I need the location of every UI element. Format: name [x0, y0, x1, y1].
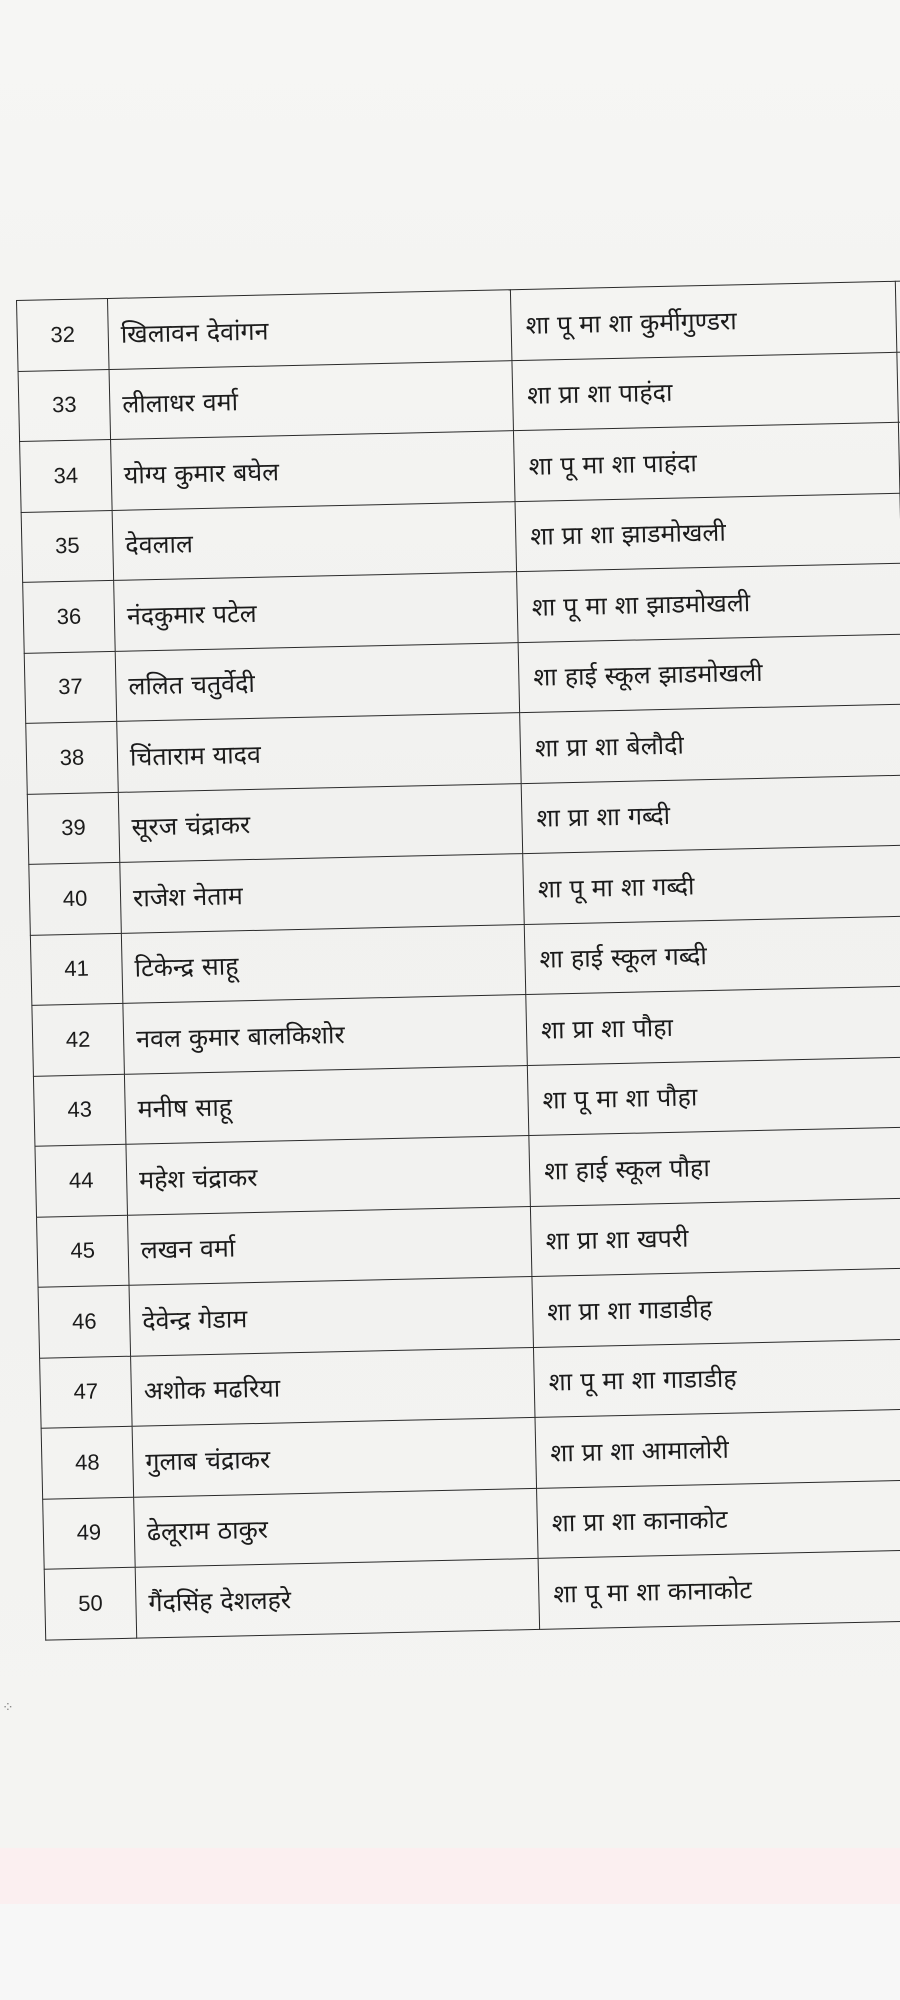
person-name: देवेन्द्र गेडाम — [129, 1276, 533, 1355]
school-name: शा प्रा शा गब्दी — [521, 775, 900, 854]
person-name: गैंदसिंह देशलहरे — [135, 1558, 539, 1637]
school-name: शा पू मा शा कुर्मीगुण्डरा — [510, 281, 896, 360]
person-name: ढेलूराम ठाकुर — [134, 1488, 538, 1567]
serial-number: 45 — [37, 1215, 130, 1287]
serial-number: 46 — [38, 1285, 131, 1357]
serial-number: 33 — [18, 369, 111, 441]
roster-body — [17, 280, 900, 1639]
person-name: लीलाधर वर्मा — [109, 360, 513, 439]
person-name: गुलाब चंद्राकर — [132, 1417, 536, 1496]
person-name: मनीष साहू — [124, 1065, 528, 1144]
serial-number: 43 — [33, 1074, 126, 1146]
school-name: शा पू मा शा गब्दी — [523, 845, 900, 924]
person-name: खिलावन देवांगन — [107, 290, 511, 369]
school-name: शा प्रा शा बेलौदी — [520, 704, 900, 783]
serial-number: 42 — [32, 1003, 125, 1075]
table-sheet — [16, 280, 900, 1640]
school-name: शा प्रा शा आमालोरी — [535, 1409, 900, 1488]
school-name: शा हाई स्कूल झाडमोखली — [518, 634, 900, 713]
person-name: योग्य कुमार बघेल — [111, 431, 515, 510]
person-name: लखन वर्मा — [127, 1206, 531, 1285]
person-name: चिंताराम यादव — [117, 713, 521, 792]
school-name: शा पू मा शा कानाकोट — [538, 1550, 900, 1629]
serial-number: 38 — [26, 721, 119, 793]
school-name: शा प्रा शा कानाकोट — [537, 1480, 900, 1559]
serial-number: 32 — [17, 299, 110, 371]
school-name: शा हाई स्कूल पौहा — [529, 1127, 900, 1206]
bottom-band — [0, 1848, 900, 1904]
serial-number: 36 — [23, 580, 116, 652]
person-name: ललित चतुर्वेदी — [115, 642, 519, 721]
serial-number: 50 — [44, 1567, 137, 1639]
school-name: शा पू मा शा गाडाडीह — [533, 1339, 900, 1418]
serial-number: 49 — [43, 1497, 136, 1569]
serial-number: 48 — [41, 1426, 134, 1498]
person-name: नवल कुमार बालकिशोर — [123, 995, 527, 1074]
empty-cell — [895, 280, 900, 351]
school-name: शा प्रा शा गाडाडीह — [532, 1268, 900, 1347]
paper-smudge: ⁘ — [2, 1700, 12, 1716]
school-name: शा पू मा शा झाडमोखली — [517, 563, 900, 642]
serial-number: 47 — [40, 1356, 133, 1428]
person-name: राजेश नेताम — [120, 854, 524, 933]
person-name: नंदकुमार पटेल — [114, 572, 518, 651]
person-name: टिकेन्द्र साहू — [121, 924, 525, 1003]
school-name: शा हाई स्कूल गब्दी — [524, 916, 900, 995]
person-name: महेश चंद्राकर — [126, 1136, 530, 1215]
school-name: शा पू मा शा पौहा — [527, 1057, 900, 1136]
serial-number: 40 — [29, 862, 122, 934]
serial-number: 35 — [21, 510, 114, 582]
school-name: शा प्रा शा पौहा — [526, 986, 900, 1065]
serial-number: 37 — [24, 651, 117, 723]
school-name: शा प्रा शा खपरी — [530, 1198, 900, 1277]
serial-number: 44 — [35, 1144, 128, 1216]
person-name: देवलाल — [112, 501, 516, 580]
person-name: अशोक मढरिया — [131, 1347, 535, 1426]
school-name: शा पू मा शा पाहंदा — [513, 422, 899, 501]
serial-number: 41 — [30, 933, 123, 1005]
school-name: शा प्रा शा पाहंदा — [512, 352, 898, 431]
serial-number: 34 — [20, 439, 113, 511]
bottom-area — [0, 1904, 900, 2000]
school-name: शा प्रा शा झाडमोखली — [515, 493, 900, 572]
serial-number: 39 — [27, 792, 120, 864]
roster-table — [16, 280, 900, 1640]
person-name: सूरज चंद्राकर — [118, 783, 522, 862]
